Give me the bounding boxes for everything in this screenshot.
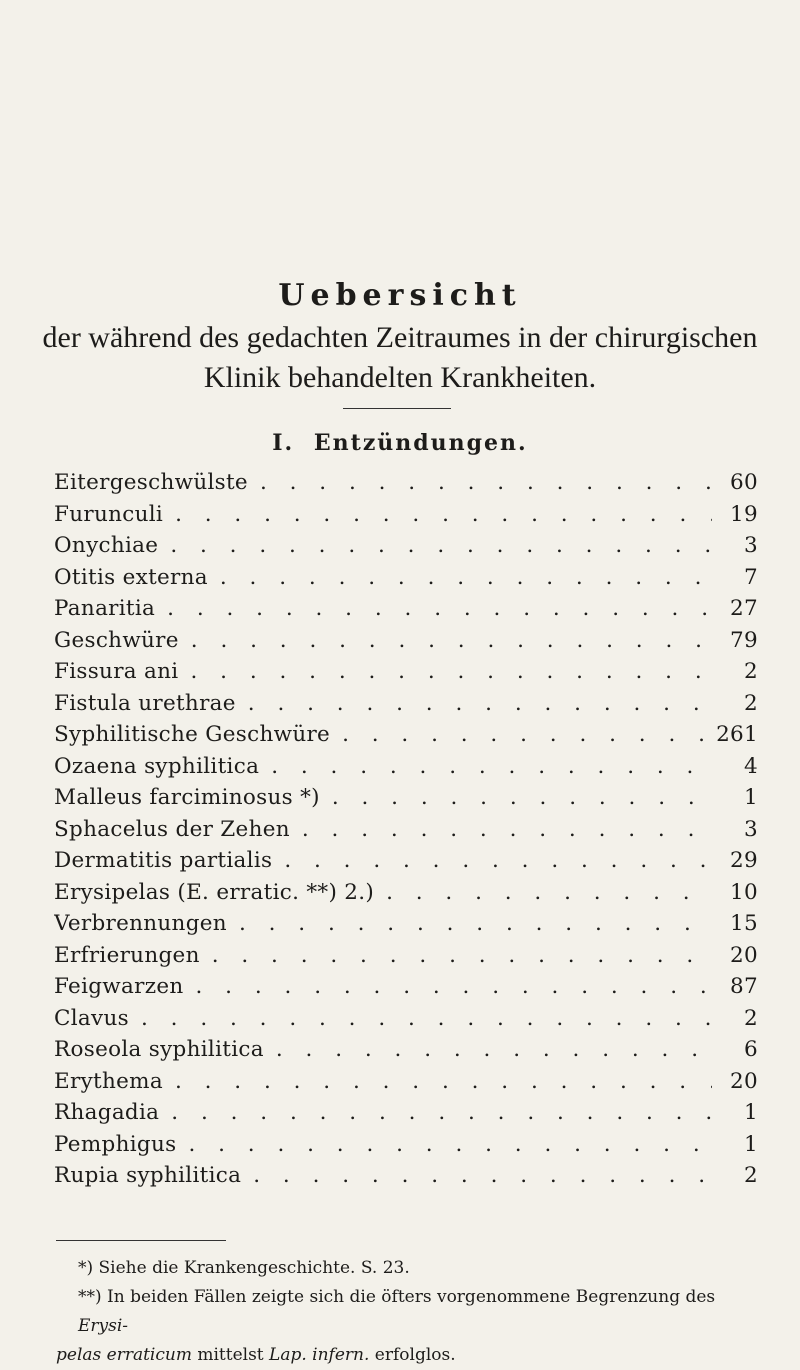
- entry-count: 1: [744, 785, 758, 810]
- list-item: [54, 814, 758, 846]
- leader-dots: [212, 940, 712, 972]
- entry-count: 2: [744, 1005, 758, 1031]
- entry-label: Syphilitische Geschwüre: [54, 722, 331, 747]
- entry-count: 27: [730, 596, 758, 621]
- list-item: [54, 751, 758, 783]
- list-item: [54, 719, 758, 751]
- entry-label: Rupia syphilitica: [54, 1163, 242, 1188]
- list-item: [54, 1066, 758, 1098]
- entry-count: 2: [744, 659, 758, 684]
- entry-count: 1: [744, 1100, 758, 1125]
- list-item: [54, 845, 758, 877]
- list-item: [54, 1003, 758, 1035]
- entry-count: 3: [744, 533, 758, 558]
- entry-count: 79: [730, 627, 758, 653]
- leader-dots: [302, 814, 712, 846]
- entry-count: 6: [744, 1037, 758, 1062]
- leader-dots: [284, 845, 712, 877]
- entry-count: 29: [730, 848, 758, 873]
- leader-dots: [170, 530, 712, 562]
- leader-dots: [248, 688, 712, 720]
- leader-dots: [190, 656, 712, 688]
- entry-label: Rhagadia: [54, 1100, 160, 1125]
- footnote-2-text: erfolglos.: [369, 1345, 456, 1365]
- leader-dots: [253, 1160, 712, 1192]
- leader-dots: [196, 971, 712, 1003]
- leader-dots: [191, 625, 712, 657]
- leader-dots: [175, 499, 712, 531]
- entry-label: Eitergeschwülste: [54, 470, 248, 495]
- list-item: [54, 530, 758, 562]
- entry-label: Pemphigus: [54, 1131, 177, 1157]
- entry-label: Onychiae: [54, 533, 159, 558]
- entry-count: 60: [730, 470, 758, 495]
- leader-dots: [271, 751, 712, 783]
- entry-count: 19: [730, 501, 758, 527]
- entry-count: 2: [744, 690, 758, 716]
- list-item: [54, 688, 758, 720]
- entry-label: Sphacelus der Zehen: [54, 816, 290, 842]
- entry-count: 1: [744, 1131, 758, 1157]
- list-item: [54, 467, 758, 499]
- list-item: [54, 877, 758, 909]
- entry-label: Otitis externa: [54, 564, 208, 590]
- leader-dots: [171, 1097, 712, 1129]
- entry-count: 3: [744, 816, 758, 842]
- list-item: [54, 971, 758, 1003]
- entry-label: Furunculi: [54, 501, 164, 527]
- footnote-2-italic: pelas erraticum: [56, 1345, 192, 1365]
- entry-count: 15: [730, 911, 758, 936]
- entry-label: Erysipelas (E. erratic. **) 2.): [54, 879, 375, 905]
- section-number: I.: [272, 430, 295, 456]
- list-item: [54, 908, 758, 940]
- entry-count: 4: [744, 753, 758, 779]
- footnote-2: [56, 1283, 768, 1341]
- list-item: [54, 656, 758, 688]
- leader-dots: [239, 908, 712, 940]
- entry-count: 2: [744, 1163, 758, 1188]
- entry-label: Erfrierungen: [54, 942, 200, 968]
- list-item: [54, 1034, 758, 1066]
- entry-count: 7: [744, 564, 758, 590]
- leader-dots: [342, 719, 710, 751]
- list-item: [54, 625, 758, 657]
- disease-list: [54, 467, 758, 1192]
- section-label: Entzündungen.: [313, 430, 528, 456]
- entry-label: Erythema: [54, 1068, 163, 1094]
- entry-label: Malleus farciminosus *): [54, 785, 320, 810]
- entry-label: Panaritia: [54, 596, 156, 621]
- entry-label: Verbrennungen: [54, 911, 227, 936]
- footnotes: [56, 1254, 768, 1370]
- footnote-rule: [56, 1240, 226, 1241]
- list-item: [54, 499, 758, 531]
- page-heading: Uebersicht: [278, 278, 522, 313]
- leader-dots: [220, 562, 712, 594]
- list-item: [54, 562, 758, 594]
- entry-label: Fissura ani: [54, 659, 179, 684]
- entry-label: Dermatitis partialis: [54, 848, 273, 873]
- leader-dots: [175, 1066, 712, 1098]
- list-item: [54, 1097, 758, 1129]
- leader-dots: [141, 1003, 712, 1035]
- entry-label: Geschwüre: [54, 627, 179, 653]
- divider-rule: [343, 408, 451, 409]
- list-item: [54, 1160, 758, 1192]
- section-title: [0, 430, 800, 456]
- entry-label: Fistula urethrae: [54, 690, 236, 716]
- entry-count: 20: [730, 942, 758, 968]
- entry-count: 261: [716, 722, 758, 747]
- entry-count: 87: [730, 974, 758, 999]
- footnote-2-text: mittelst: [191, 1345, 270, 1365]
- leader-dots: [167, 593, 712, 625]
- leader-dots: [260, 467, 712, 499]
- entry-count: 20: [730, 1068, 758, 1094]
- entry-label: Roseola syphilitica: [54, 1037, 264, 1062]
- footnote-2-text: **) In beiden Fällen zeigte sich die öfters vorgenommene Begrenzung des: [78, 1287, 716, 1307]
- entry-label: Ozaena syphilitica: [54, 753, 260, 779]
- footnote-2-continued: [56, 1341, 768, 1370]
- list-item: [54, 593, 758, 625]
- leader-dots: [386, 877, 712, 909]
- footnote-1: *) Siehe die Krankengeschichte. S. 23.: [78, 1258, 410, 1278]
- entry-count: 10: [730, 879, 758, 905]
- entry-label: Feigwarzen: [54, 974, 184, 999]
- leader-dots: [188, 1129, 712, 1161]
- page-subtitle: der während des gedachten Zeitraumes in der chirurgischen Klinik behandelten Krankheiten.: [42, 321, 758, 394]
- entry-label: Clavus: [54, 1005, 129, 1031]
- list-item: [54, 940, 758, 972]
- footnote-2-italic: Erysi-: [78, 1316, 129, 1336]
- list-item: [54, 782, 758, 814]
- list-item: [54, 1129, 758, 1161]
- leader-dots: [332, 782, 712, 814]
- footnote-2-italic: Lap. infern.: [269, 1345, 370, 1365]
- leader-dots: [276, 1034, 712, 1066]
